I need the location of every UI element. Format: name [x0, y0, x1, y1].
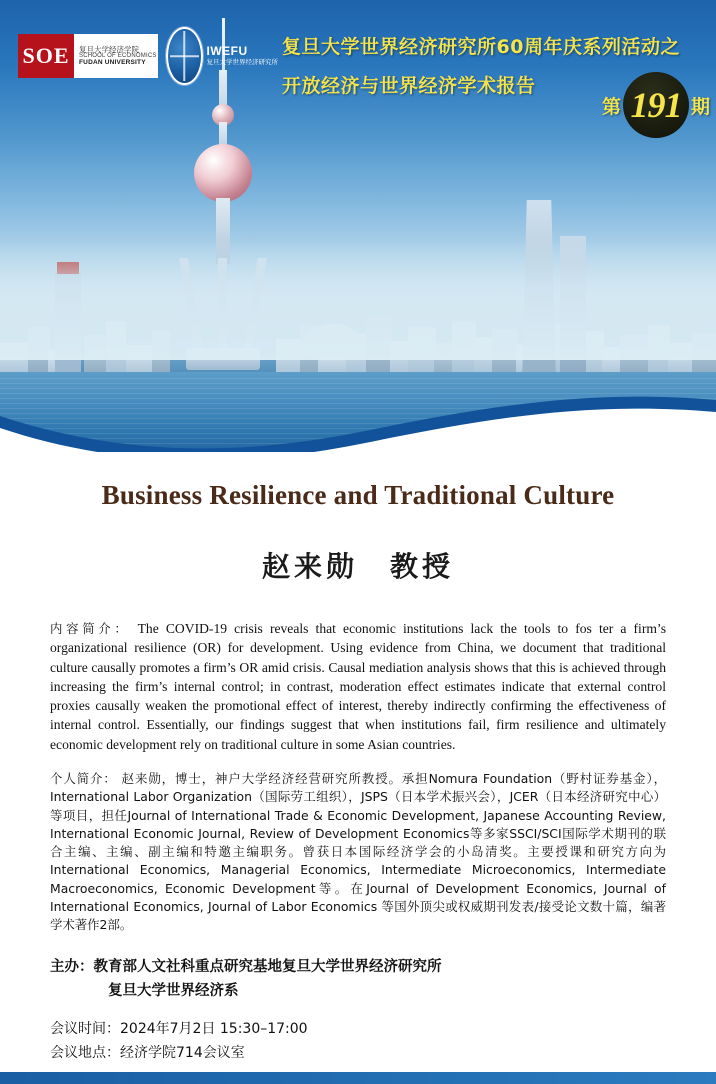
issue-number: 191: [630, 85, 682, 125]
talk-title: Business Resilience and Traditional Culture: [101, 480, 615, 510]
meeting-time-row: [50, 1017, 666, 1042]
soe-logo-text: [74, 46, 158, 67]
organizer-value-2: 复旦大学世界经济系: [108, 982, 239, 999]
organizer-value-1: 教育部人文社科重点研究基地复旦大学世界经济研究所: [93, 959, 442, 976]
meeting-place-label: 会议地点：: [50, 1045, 120, 1062]
speaker-name: 赵来勋 教授: [261, 550, 454, 583]
issue-badge: [623, 72, 689, 138]
bio-text: 赵来勋，博士，神户大学经济经营研究所教授。承担Nomura Foundation（野村证券基金）， International Labor Organization（国际劳工组织），JSPS（日本学术振兴会），JCER（日本经济研究中心）等项目，担任Journal of International Trade & Economic Development, Japanese Accounting Review, International Economic Journal, Review of Development Economics等多家SSCI/SCI国际学术期刊的联合主编、主编、副主编和特邀主编职务。曾获日本国际经济学会的小岛清奖。主要授课和研究方向为International Economics, Managerial Economics, Intermediate Microeconomics, Intermediate Macroeconomics, Economic Development等。在Journal of Development Economics, Journal of International Economics, Journal of Labor Economics 等国外顶尖或权威期刊发表/接受论文数十篇，编著学术著作2部。: [50, 771, 666, 933]
meeting-time-label: 会议时间：: [50, 1020, 120, 1037]
soe-logo-en2: FUDAN UNIVERSITY: [79, 58, 146, 66]
iwefu-logo: [166, 26, 278, 86]
meeting-meta: [50, 1017, 666, 1066]
iwefu-logo-text: [203, 45, 279, 66]
bio-label: 个人简介：: [50, 771, 117, 787]
horizon-haze: [0, 240, 716, 360]
abstract-text: The COVID-19 crisis reveals that economic institutions lack the tools to fos ter a firm’s organizational resilience (OR) for development. Using evidence from China, we document that traditional culture causally promotes a firm’s OR amid crisis. Causal mediation analysis shows that this is achieved through increasing the firm’s internal control; in contrast, moderation effect estimates indicate that external control proxies causally weaken the promotional effect of interest, thereby indirectly confirming the effectiveness of internal control. Essentially, our findings suggest that when institutions fail, firm resilience and ultimately economic development rely on traditional culture in some Asian countries.: [50, 621, 666, 752]
abstract-label: 内容简介：: [50, 621, 131, 636]
meeting-time-value: 2024年7月2日 15:30–17:00: [120, 1020, 308, 1037]
issue-prefix: 第: [601, 95, 621, 118]
issue-indicator: [602, 72, 710, 138]
meeting-place-value: 经济学院714会议室: [120, 1045, 245, 1062]
soe-logo: [18, 34, 158, 78]
soe-logo-en1: SCHOOL OF ECONOMICS: [79, 53, 157, 60]
series-title-line2: 开放经济与世界经济学术报告: [282, 75, 536, 97]
abstract-paragraph: [50, 619, 666, 754]
soe-logo-cn: 复旦大学经济学院: [79, 44, 139, 54]
wave-divider: [0, 378, 716, 452]
soe-logo-mark: SOE: [18, 34, 74, 78]
bottom-accent-bar: [0, 1072, 716, 1084]
issue-suffix: 期: [690, 95, 710, 118]
poster-body: [0, 452, 716, 1084]
organizer-block: [50, 956, 666, 1002]
series-title-line1: 复旦大学世界经济研究所60周年庆系列活动之: [282, 36, 680, 58]
bio-paragraph: [50, 770, 666, 934]
organizer-line-1: [50, 956, 666, 979]
globe-icon: [166, 27, 203, 85]
iwefu-cn-name: 复旦大学世界经济研究所: [206, 58, 278, 67]
iwefu-acronym: IWEFU: [206, 44, 248, 59]
organizer-label: 主办：: [50, 959, 94, 976]
poster-header: [0, 22, 716, 125]
meeting-place-row: [50, 1041, 666, 1066]
